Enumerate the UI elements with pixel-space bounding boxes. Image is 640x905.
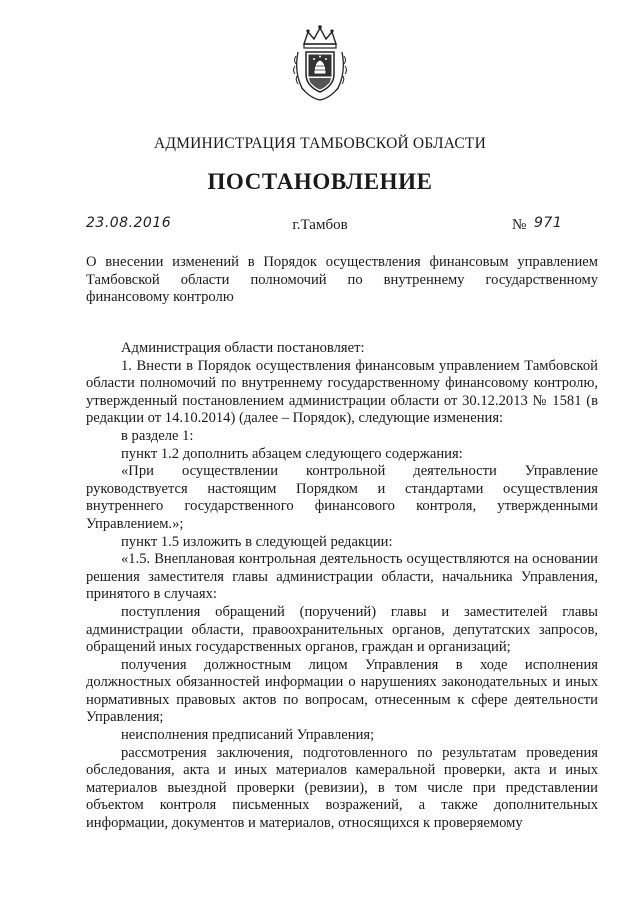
body-paragraph: получения должностным лицом Управления в ходе исполнения должностных обязанностей информации о нарушениях законодательных и иных нормативных правовых актов по вопросам, отнесенным к сфере деятельности Управления; (86, 656, 598, 726)
body-paragraph: неисполнения предписаний Управления; (121, 727, 375, 744)
document-number: 971 (534, 215, 563, 231)
document-number-label: № (512, 217, 527, 233)
document-date: 23.08.2016 (86, 215, 172, 231)
body-paragraph: пункт 1.2 дополнить абзацем следующего содержания: (121, 445, 463, 462)
body-paragraph: «При осуществлении контрольной деятельности Управление руководствуется настоящим Порядком и стандартами осуществления внутреннего государственного финансового контроля, утвержденными Управлением.»; (86, 463, 598, 532)
body-paragraph: рассмотрения заключения, подготовленного по результатам проведения обследования, акта и иных материалов камеральной проверки, акта и иных материалов выездной проверки (ревизии), в том числе при представлении объектом контроля письменных возражений, а также дополнительных информации, документов и материалов, относящихся к проверяемому (86, 744, 598, 832)
document-type-title: ПОСТАНОВЛЕНИЕ (207, 169, 433, 194)
document-subject: О внесении изменений в Порядок осуществления финансовым управлением Тамбовской области полномочий по внутреннему государственному финансовому контролю (86, 254, 598, 305)
organization-name: АДМИНИСТРАЦИЯ ТАМБОВСКОЙ ОБЛАСТИ (154, 135, 486, 152)
body-paragraph: 1. Внести в Порядок осуществления финансовым управлением Тамбовской области полномочий по внутреннему государственному финансовому контролю, утвержденный постановлением администрации области от 30.12.2013 № 1581 (в редакции от 14.10.2014) (далее – Порядок), следующие изменения: (86, 357, 598, 427)
coat-of-arms-emblem (290, 22, 350, 102)
body-paragraph: поступления обращений (поручений) главы и заместителей главы администрации области, правоохранительных органов, депутатских запросов, обращений иных государственных органов, граждан и организаций; (86, 603, 598, 656)
document-body (86, 340, 598, 833)
body-paragraph: пункт 1.5 изложить в следующей редакции: (121, 533, 393, 550)
body-paragraph: Администрация области постановляет: (121, 340, 365, 356)
body-paragraph: в разделе 1: (121, 427, 194, 444)
body-paragraph: «1.5. Внеплановая контрольная деятельность осуществляются на основании решения заместителя главы администрации области, начальника Управления, принятого в случаях: (86, 551, 598, 603)
document-city: г.Тамбов (292, 217, 348, 233)
